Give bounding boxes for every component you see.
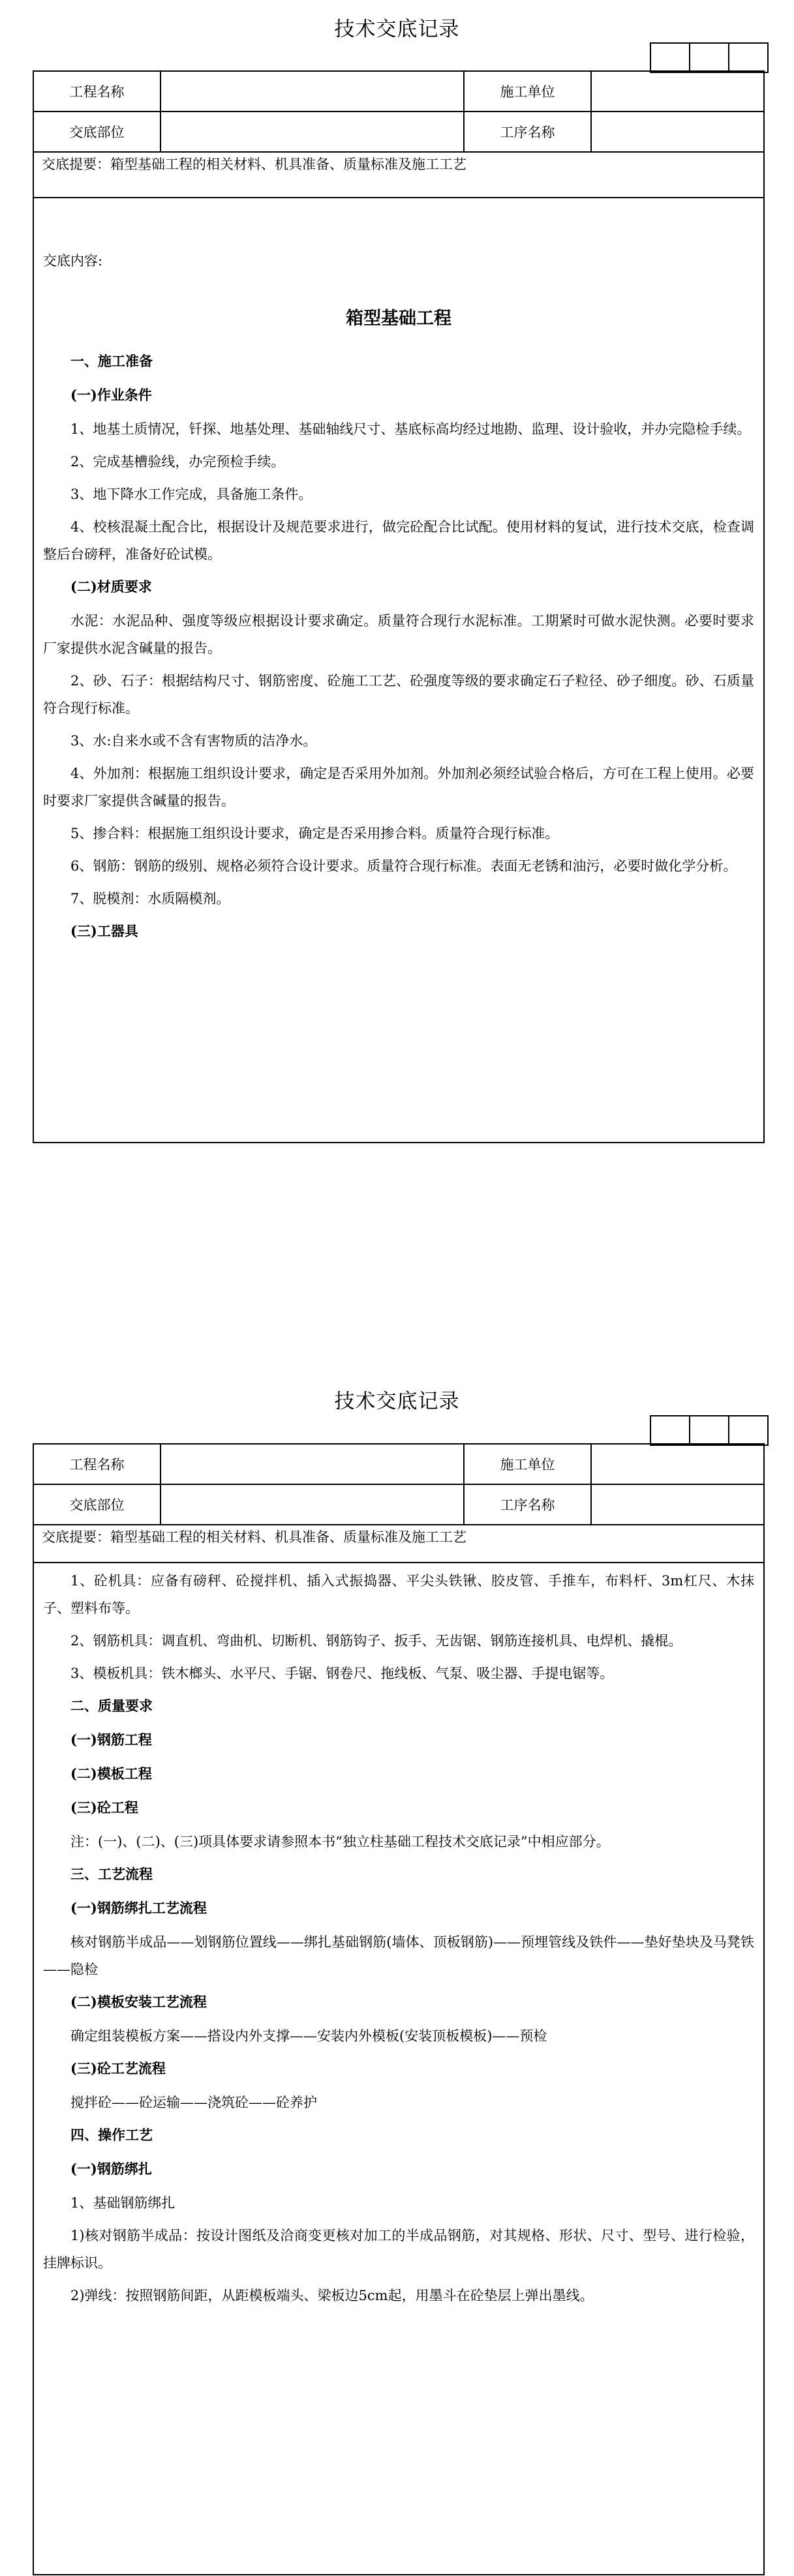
paragraph: 1、地基土质情况，钎探、地基处理、基础轴线尺寸、基底标高均经过地勘、监理、设计验收，并办完隐检手续。 (70, 421, 751, 437)
paragraph: 6、钢筋：钢筋的级别、规格必须符合设计要求。质量符合现行标准。表面无老锈和油污，必要时做化学分析。 (70, 858, 737, 874)
subheading: (一)钢筋绑扎 (70, 2161, 152, 2177)
document-title: 技术交底记录 (334, 18, 460, 41)
page-1 (0, 0, 794, 1148)
paragraph: 1)核对钢筋半成品：按设计图纸及洽商变更核对加工的半成品钢筋，对其规格、形状、尺寸、型号、进行检验，挂牌标识。 (43, 2228, 754, 2271)
paragraph: 1、砼机具：应备有磅秤、砼搅拌机、插入式振捣器、平尖头铁锹、胶皮管、手推车，布料杆、3m杠尺、木抹子、塑料布等。 (43, 1573, 754, 1616)
paragraph: 3、水:自来水或不含有害物质的洁净水。 (70, 733, 317, 749)
stamp-boxes (650, 42, 769, 73)
handover-part-label: 交底部位 (34, 1485, 161, 1524)
subheading: (二)模板工程 (70, 1765, 152, 1782)
paragraph: 4、校核混凝土配合比，根据设计及规范要求进行，做完砼配合比试配。使用材料的复试，进行技术交底，检查调整后台磅秤，准备好砼试模。 (43, 519, 754, 562)
project-name-value[interactable] (161, 72, 465, 111)
stamp-boxes (650, 1415, 769, 1446)
construction-unit-label: 施工单位 (465, 72, 592, 111)
heading: 四、操作工艺 (70, 2127, 153, 2143)
project-name-label: 工程名称 (34, 1445, 161, 1484)
project-name-value[interactable] (161, 1445, 465, 1484)
subheading: (一)作业条件 (70, 387, 152, 403)
form-row-project (34, 1445, 763, 1485)
handover-part-label: 交底部位 (34, 112, 161, 151)
stamp-box (728, 1415, 769, 1446)
paragraph: 3、模板机具：铁木榔头、水平尺、手锯、钢卷尺、拖线板、气泵、吸尘器、手提电锯等。 (70, 1666, 614, 1681)
stamp-box (650, 42, 689, 73)
construction-unit-label: 施工单位 (465, 1445, 592, 1484)
construction-unit-value[interactable] (592, 1445, 763, 1484)
handover-content (34, 250, 763, 945)
project-name-label: 工程名称 (34, 72, 161, 111)
paragraph: 核对钢筋半成品——划钢筋位置线——绑扎基础钢筋(墙体、顶板钢筋)——预埋管线及铁件——垫好垫块及马凳铁——隐检 (43, 1934, 754, 1977)
heading: 三、工艺流程 (70, 1866, 153, 1882)
form-row-part (34, 1485, 763, 1525)
form-row-project (34, 72, 763, 112)
process-name-label: 工序名称 (465, 112, 592, 151)
process-name-value[interactable] (592, 112, 763, 151)
heading: 二、质量要求 (70, 1698, 153, 1714)
paragraph: 注：(一)、(二)、(三)项具体要求请参照本书“独立柱基础工程技术交底记录”中相应部分。 (70, 1834, 610, 1850)
handover-summary: 交底提要：箱型基础工程的相关材料、机具准备、质量标准及施工工艺 (34, 1525, 763, 1563)
handover-form (33, 70, 765, 1143)
process-name-value[interactable] (592, 1485, 763, 1524)
handover-form (33, 1443, 765, 2575)
paragraph: 2、钢筋机具：调直机、弯曲机、切断机、钢筋钩子、扳手、无齿锯、钢筋连接机具、电焊机、撬棍。 (70, 1633, 682, 1649)
paragraph: 2、砂、石子：根据结构尺寸、钢筋密度、砼施工工艺、砼强度等级的要求确定石子粒径、砂子细度。砂、石质量符合现行标准。 (43, 673, 754, 716)
subheading: (二)材质要求 (70, 578, 152, 595)
handover-summary: 交底提要：箱型基础工程的相关材料、机具准备、质量标准及施工工艺 (34, 153, 763, 198)
paragraph: 4、外加剂：根据施工组织设计要求，确定是否采用外加剂。外加剂必须经试验合格后，方可在工程上使用。必要时要求厂家提供含碱量的报告。 (43, 766, 754, 809)
stamp-box (650, 1415, 689, 1446)
stamp-box (689, 1415, 728, 1446)
paragraph: 2)弹线：按照钢筋间距，从距模板端头、梁板边5cm起，用墨斗在砼垫层上弹出墨线。 (70, 2288, 594, 2303)
section-title: 箱型基础工程 (346, 308, 451, 329)
paragraph: 1、基础钢筋绑扎 (70, 2195, 176, 2211)
form-row-part (34, 112, 763, 153)
paragraph: 确定组装模板方案——搭设内外支撑——安装内外模板(安装顶板模板)——预检 (70, 2028, 547, 2044)
construction-unit-value[interactable] (592, 72, 763, 111)
paragraph: 搅拌砼——砼运输——浇筑砼——砼养护 (70, 2095, 317, 2110)
subheading: (二)模板安装工艺流程 (70, 1994, 207, 2010)
handover-content (34, 1563, 763, 2309)
subheading: (三)砼工程 (70, 1799, 138, 1816)
handover-part-value[interactable] (161, 112, 465, 151)
subheading: (一)钢筋绑扎工艺流程 (70, 1900, 207, 1916)
paragraph: 3、地下降水工作完成，具备施工条件。 (70, 487, 313, 502)
subheading: (三)砼工艺流程 (70, 2060, 166, 2076)
subheading: (三)工器具 (70, 923, 138, 939)
stamp-box (728, 42, 769, 73)
subheading: (一)钢筋工程 (70, 1731, 152, 1748)
handover-part-value[interactable] (161, 1485, 465, 1524)
paragraph: 7、脱模剂：水质隔模剂。 (70, 891, 230, 906)
stamp-box (689, 42, 728, 73)
document-title: 技术交底记录 (334, 1390, 460, 1413)
paragraph: 水泥：水泥品种、强度等级应根据设计要求确定。质量符合现行水泥标准。工期紧时可做水泥快测。必要时要求厂家提供水泥含碱量的报告。 (43, 613, 754, 656)
paragraph: 2、完成基槽验线，办完预检手续。 (70, 454, 285, 470)
page-2 (0, 1376, 794, 2576)
content-label: 交底内容: (43, 253, 103, 269)
paragraph: 5、掺合料：根据施工组织设计要求，确定是否采用掺合料。质量符合现行标准。 (70, 826, 559, 841)
heading: 一、施工准备 (70, 353, 153, 369)
process-name-label: 工序名称 (465, 1485, 592, 1524)
